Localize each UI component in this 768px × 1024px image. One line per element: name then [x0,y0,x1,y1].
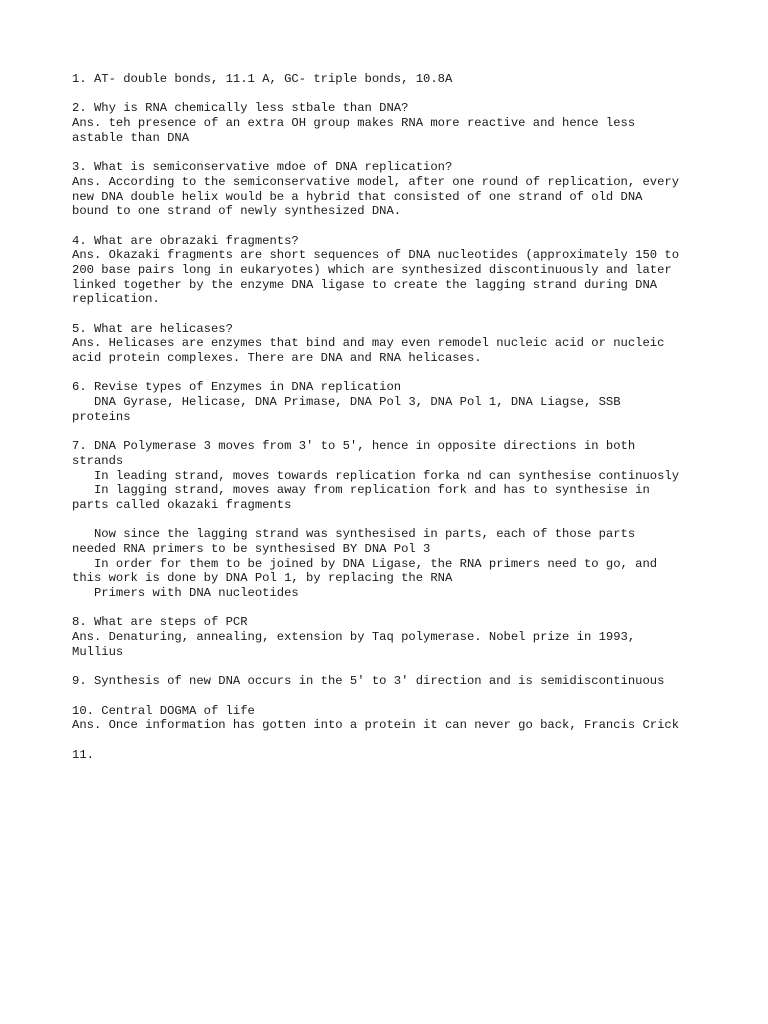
text-line: 3. What is semiconservative mdoe of DNA replication? [72,160,453,175]
blank-line [72,601,712,616]
text-line: Primers with DNA nucleotides [72,586,299,601]
text-line: Ans. Okazaki fragments are short sequences of DNA nucleotides (approximately 150 to [72,248,680,263]
text-line: strands [72,453,124,468]
document-page [72,72,712,762]
text-line: new DNA double helix would be a hybrid that consisted of one strand of old DNA [72,189,643,204]
text-line: Now since the lagging strand was synthesised in parts, each of those parts [72,527,636,542]
text-line: acid protein complexes. There are DNA and RNA helicases. [72,351,482,366]
text-line: In lagging strand, moves away from replication fork and has to synthesise in [72,483,650,498]
blank-line [72,366,712,381]
text-line: Ans. According to the semiconservative model, after one round of replication, every [72,174,680,189]
text-line: replication. [72,292,160,307]
text-line: 5. What are helicases? [72,321,233,336]
blank-line [72,145,712,160]
text-line: 4. What are obrazaki fragments? [72,233,299,248]
blank-line [72,689,712,704]
text-line: 10. Central DOGMA of life [72,703,255,718]
text-line: bound to one strand of newly synthesized DNA. [72,204,402,219]
text-line: Ans. Once information has gotten into a protein it can never go back, Francis Crick [72,718,680,733]
text-line: parts called okazaki fragments [72,497,292,512]
text-line: DNA Gyrase, Helicase, DNA Primase, DNA Pol 3, DNA Pol 1, DNA Liagse, SSB [72,395,621,410]
text-line: linked together by the enzyme DNA ligase to create the lagging strand during DNA [72,277,658,292]
text-line: needed RNA primers to be synthesised BY DNA Pol 3 [72,542,431,556]
text-line: Ans. Helicases are enzymes that bind and may even remodel nucleic acid or nucleic [72,336,665,351]
blank-line [72,660,712,675]
text-line: Ans. Denaturing, annealing, extension by Taq polymerase. Nobel prize in 1993, [72,630,636,645]
text-line: 1. AT- double bonds, 11.1 A, GC- triple bonds, 10.8A [72,72,453,86]
blank-line [72,307,712,322]
text-line: 8. What are steps of PCR [72,615,248,630]
text-line: 2. Why is RNA chemically less stbale than DNA? [72,101,409,116]
text-line: 200 base pairs long in eukaryotes) which are synthesized discontinuously and later [72,262,672,277]
text-line: 11. [72,747,94,762]
text-line: Mullius [72,644,124,659]
text-line: In order for them to be joined by DNA Ligase, the RNA primers need to go, and [72,556,658,571]
text-line: Ans. teh presence of an extra OH group makes RNA more reactive and hence less [72,116,636,131]
blank-line [72,219,712,234]
blank-line [72,425,712,440]
text-line: proteins [72,409,131,424]
text-line: In leading strand, moves towards replication forka nd can synthesise continuosly [72,468,680,483]
blank-line [72,87,712,102]
text-line: 6. Revise types of Enzymes in DNA replication [72,380,402,395]
blank-line [72,733,712,748]
text-line: 9. Synthesis of new DNA occurs in the 5' to 3' direction and is semidiscontinuous [72,674,665,689]
text-line: 7. DNA Polymerase 3 moves from 3' to 5', hence in opposite directions in both [72,439,636,454]
text-line: this work is done by DNA Pol 1, by replacing the RNA [72,571,453,586]
blank-line [72,513,712,528]
text-line: astable than DNA [72,130,190,145]
